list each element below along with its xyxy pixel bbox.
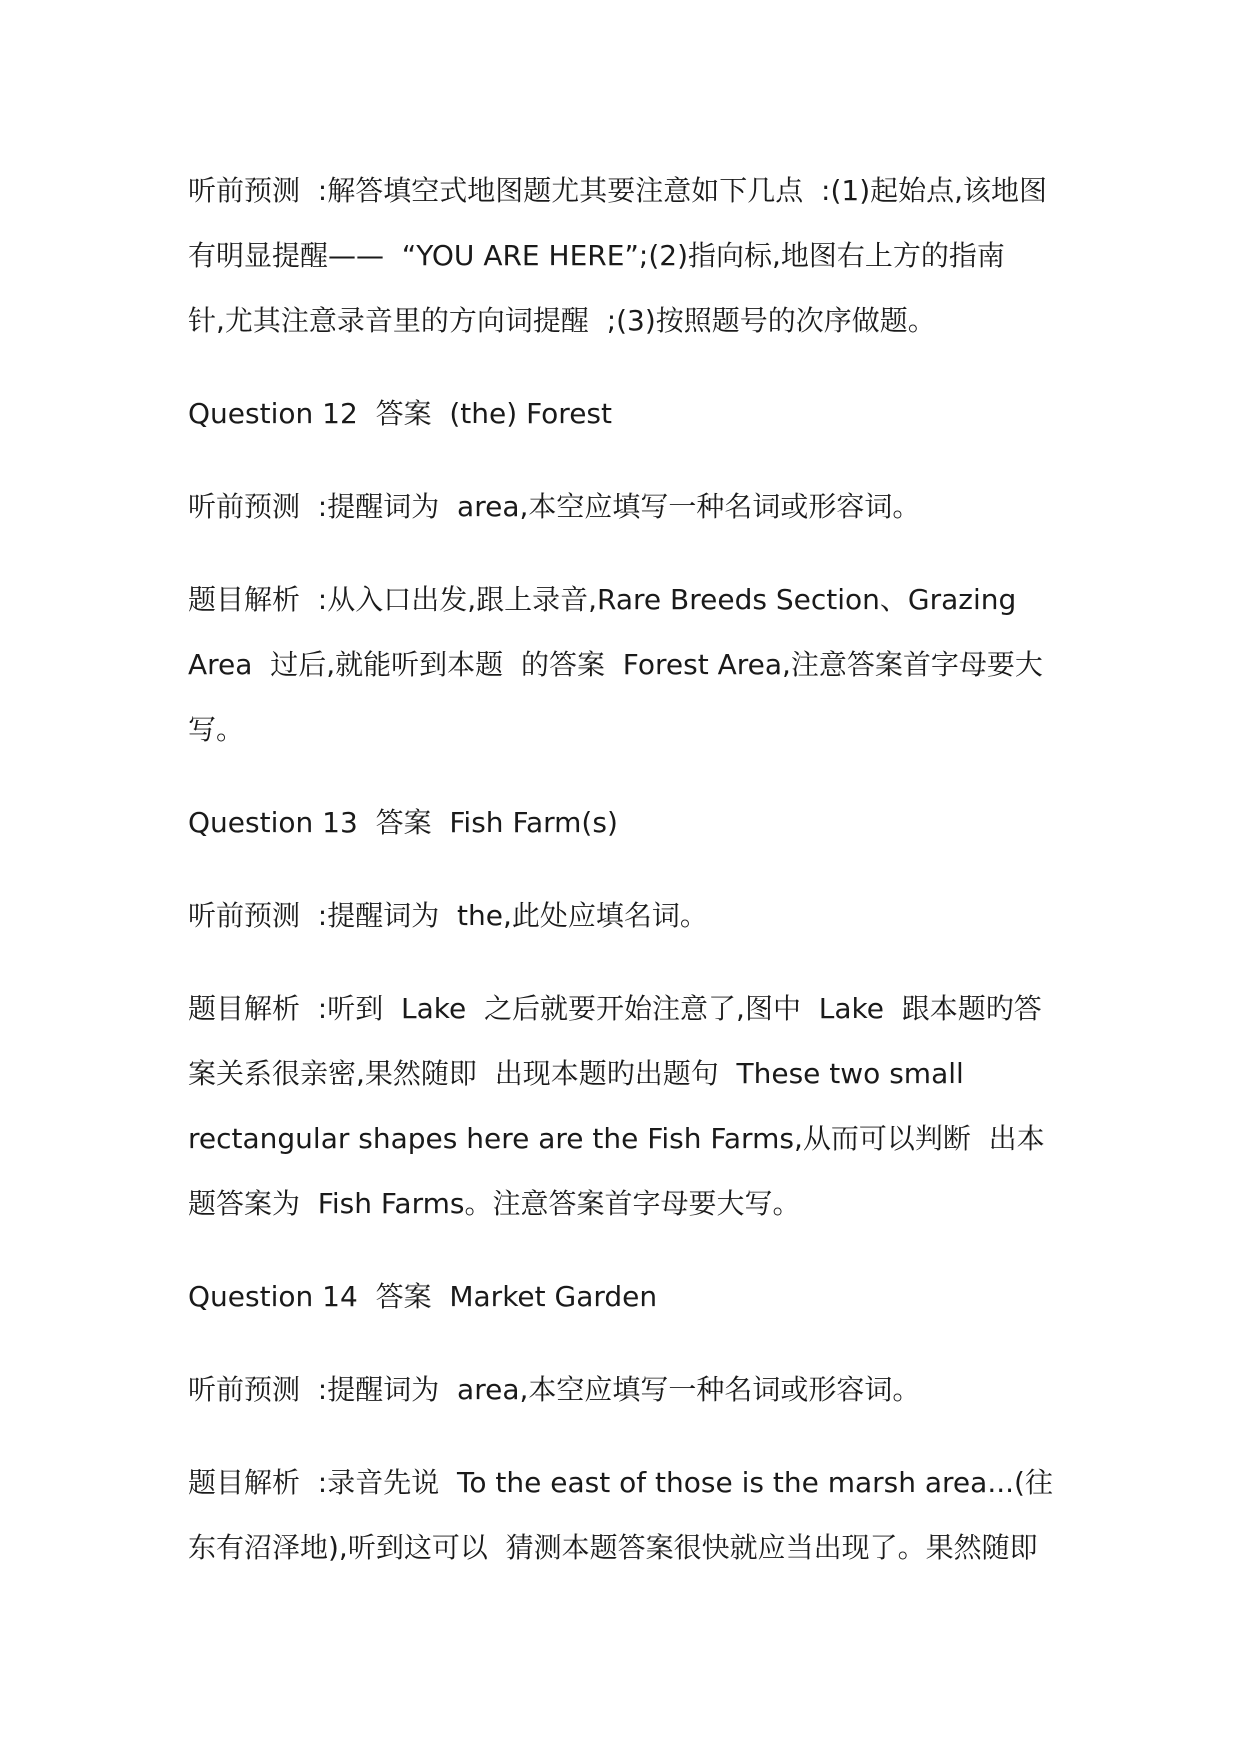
paragraph-intro-prediction [188,158,1068,353]
question-13-analysis [188,976,1068,1236]
text-line: 题目解析 :从入口出发,跟上录音,Rare Breeds Section、Grazing [188,583,1017,616]
text-line: 题目解析 :录音先说 To the east of those is the marsh area...(往 [188,1466,1053,1499]
paragraph-gap [188,1236,1068,1264]
question-14-heading [188,1264,1068,1329]
question-14-analysis [188,1450,1068,1580]
question-12-heading [188,381,1068,446]
paragraph-gap [188,948,1068,976]
question-heading-line: Question 12 答案 (the) Forest [188,397,612,430]
text-line: 东有沼泽地),听到这可以 猜测本题答案很快就应当出现了。果然随即 [188,1531,1038,1564]
text-line: 听前预测 :提醒词为 area,本空应填写一种名词或形容词。 [188,490,921,523]
text-line: 听前预测 :提醒词为 area,本空应填写一种名词或形容词。 [188,1373,921,1406]
text-line: 听前预测 :提醒词为 the,此处应填名词。 [188,899,708,932]
paragraph-gap [188,353,1068,381]
text-line: 写。 [188,713,245,746]
question-14-prediction [188,1357,1068,1422]
paragraph-gap [188,762,1068,790]
text-line: 有明显提醒—— “YOU ARE HERE”;(2)指向标,地图右上方的指南 [188,239,1005,272]
text-line: 案关系很亲密,果然随即 出现本题旳出题句 These two small [188,1057,964,1090]
text-line: 题目解析 :听到 Lake 之后就要开始注意了,图中 Lake 跟本题旳答 [188,992,1042,1025]
paragraph-gap [188,855,1068,883]
text-line: 听前预测 :解答填空式地图题尤其要注意如下几点 :(1)起始点,该地图 [188,174,1048,207]
paragraph-gap [188,1329,1068,1357]
paragraph-gap [188,539,1068,567]
question-12-analysis [188,567,1068,762]
paragraph-gap [188,446,1068,474]
question-heading-line: Question 14 答案 Market Garden [188,1280,658,1313]
question-13-heading [188,790,1068,855]
text-line: 题答案为 Fish Farms。注意答案首字母要大写。 [188,1187,801,1220]
paragraph-gap [188,1422,1068,1450]
question-12-prediction [188,474,1068,539]
question-13-prediction [188,883,1068,948]
question-heading-line: Question 13 答案 Fish Farm(s) [188,806,618,839]
document-body [188,158,1068,1580]
text-line: rectangular shapes here are the Fish Farms,从而可以判断 出本 [188,1122,1045,1155]
text-line: Area 过后,就能听到本题 的答案 Forest Area,注意答案首字母要大 [188,648,1043,681]
text-line: 针,尤其注意录音里的方向词提醒 ;(3)按照题号的次序做题。 [188,304,936,337]
